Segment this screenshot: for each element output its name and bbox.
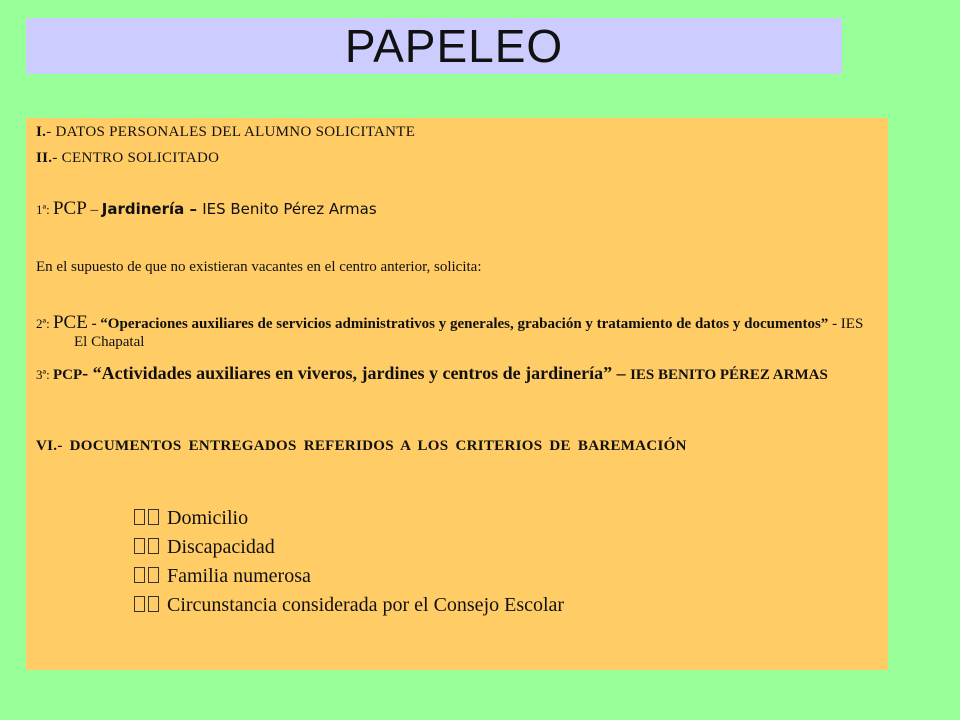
opcion-3 [36, 364, 870, 384]
checkbox-icon [148, 567, 159, 583]
checkbox-icon [134, 509, 145, 525]
opcion-rest: - IES El Chapatal [74, 316, 864, 350]
opcion-bold-2: IES BENITO PÉREZ ARMAS [630, 367, 828, 383]
section-text: - DOCUMENTOS ENTREGADOS REFERIDOS A LOS CRITERIOS DE BAREMACIÓN [57, 438, 687, 454]
documento-label: Familia numerosa [167, 565, 311, 587]
checkbox-icon [134, 567, 145, 583]
section-datos-personales [36, 124, 870, 141]
section-number: I. [36, 124, 47, 140]
documento-item [134, 507, 248, 530]
documento-label: Circunstancia considerada por el Consejo Escolar [167, 594, 565, 616]
section-number: VI. [36, 438, 58, 454]
documento-item [134, 594, 564, 617]
opcion-code: PCP [52, 367, 83, 383]
page-title: PAPELEO [344, 20, 564, 72]
opcion-bold: - “Operaciones auxiliares de servicios administrativos y generales, grabación y tratamiento de datos y documentos” [87, 316, 829, 332]
opcion-ordinal: 2ª: [36, 316, 53, 331]
documento-item [134, 565, 311, 588]
opcion-rest: IES Benito Pérez Armas [202, 200, 377, 218]
documento-label: Discapacidad [167, 536, 275, 558]
title-bar [26, 18, 842, 74]
documento-item [134, 536, 275, 559]
opcion-ordinal: 1ª: [36, 202, 53, 217]
section-number: II. [36, 150, 53, 166]
supuesto-text: En el supuesto de que no existieran vacantes en el centro anterior, solicita: [36, 259, 482, 275]
opcion-code: PCE [52, 312, 88, 333]
opcion-bold: - “Actividades auxiliares en viveros, jardines y centros de jardinería” – [82, 363, 631, 383]
opcion-1 [36, 198, 870, 220]
checkbox-icon [134, 538, 145, 554]
section-documentos [36, 437, 870, 455]
checkbox-icon [148, 509, 159, 525]
opcion-bold: Jardinería – [101, 200, 203, 218]
opcion-ordinal: 3ª: [36, 367, 53, 382]
checkbox-icon [148, 596, 159, 612]
opcion-2 [36, 314, 870, 351]
opcion-dash: – [86, 202, 102, 218]
content-panel [26, 118, 888, 670]
section-centro-solicitado [36, 150, 870, 167]
section-text: - CENTRO SOLICITADO [52, 150, 220, 166]
checkbox-icon [148, 538, 159, 554]
opcion-code: PCP [52, 198, 87, 219]
checkbox-icon [134, 596, 145, 612]
section-text: - DATOS PERSONALES DEL ALUMNO SOLICITANTE [46, 124, 416, 140]
documento-label: Domicilio [167, 507, 249, 529]
